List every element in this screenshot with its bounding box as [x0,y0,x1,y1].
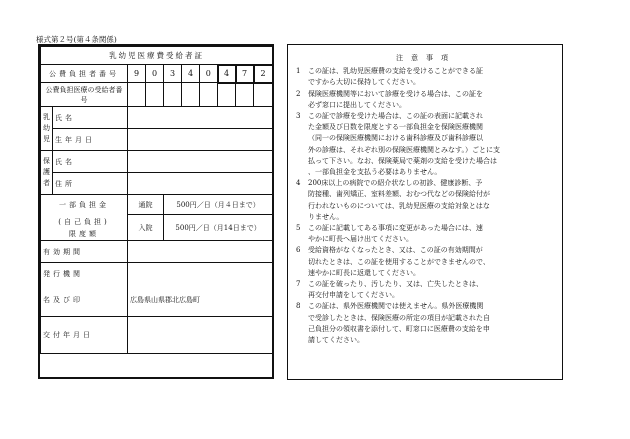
payer-digit: 0 [200,65,218,83]
note-text: この証で診療を受けた場合は、この証の表面に記載され た金額及び日数を限度とする一部負担金を保険医療機関 （同一の保険医療機関における歯科診療及び歯科診療以 外の診療は、それぞれ別の保険医療機関とみなす。）ごとに支 払って下さい。なお、保険薬局で薬剤の支給を受けた場合は 、一部負担金を支払う必要はありません。 [308,112,500,177]
payer-number-label: 公費負担者番号 [41,65,128,83]
child-dob-value [128,129,273,151]
note-item [296,111,556,178]
issuer-name-value: 広島県山県郡北広島町 [128,285,273,317]
note-text: この証は、県外医療機関では使えません。県外医療機関 で受診したときは、保険医療の所定の項目が記載された自 己負担分の領収書を添付して、町窓口に医療費の支給を申 請してください。 [308,302,490,345]
notes-panel [287,44,563,380]
note-text: この証に記載してある事項に変更があった場合には、速 やかに町長へ届け出てください。 [308,224,483,244]
child-name-value [128,107,273,129]
recipient-digit-cell [236,83,254,107]
note-item [296,279,556,301]
note-text: この証を破ったり、汚したり、又は、亡失したときは、 再交付申請をしてください。 [308,280,483,300]
guardian-address-value [128,173,273,195]
note-number: 1 [296,67,301,76]
payer-digit: 0 [146,65,164,83]
recipient-digit-cell [218,83,236,107]
note-number: 5 [296,224,301,233]
validity-label: 有効期間 [41,241,128,263]
issuer-value [128,263,273,285]
child-section-label: 乳幼児 [41,107,53,151]
note-text: 受給資格がなくなったとき、又は、この証の有効期間が 切れたときは、この証を使用することができませんので、 速やかに町長に返還してください。 [308,246,490,277]
recipient-digit-cell [128,83,146,107]
note-number: 3 [296,112,301,121]
inpatient-label: 入院 [128,215,164,241]
note-item [296,223,556,245]
issue-date-label: 交付年月日 [41,317,128,354]
child-dob-label: 生年月日 [53,129,128,151]
recipient-digit-cell [164,83,182,107]
child-name-label: 氏名 [53,107,128,129]
validity-value [128,241,273,263]
note-number: 7 [296,280,301,289]
self-pay-label: (自己負担) [41,215,128,229]
payer-digit: 4 [218,65,236,83]
note-text: 200床以上の病院での紹介状なしの初診、健康診断、予 防接種、歯列矯正、室料差額、おむつ代などの保険給付が 行われないものについては、乳幼児医療の支給対象とはな りません。 [308,179,490,221]
issue-date-value [128,317,273,354]
guardian-address-label: 住所 [53,173,128,195]
notes-title: 注意事項 [396,54,456,62]
recipient-digit-cell [200,83,218,107]
copay-label: 一部負担金 [41,195,128,215]
issuer-label: 発行機関 [41,263,128,285]
payer-digit: 3 [164,65,182,83]
guardian-name-label: 氏名 [53,151,128,173]
payer-digit: 7 [236,65,254,83]
outpatient-value: 500円／日（月４日まで） [164,195,273,215]
limit-label: 限度額 [41,229,128,241]
certificate-table [40,46,274,354]
recipient-digit-cell [146,83,164,107]
issuer-name-label: 名及び印 [41,285,128,317]
note-item [296,178,556,223]
guardian-section-label: 保護者 [41,151,53,195]
payer-digit: 4 [182,65,200,83]
note-number: 6 [296,246,301,255]
outpatient-label: 通院 [128,195,164,215]
certificate-title: 乳幼児医療費受給者証 [41,47,273,65]
note-text: この証は、乳幼児医療費の支給を受けることができる証 ですから大切に保持してください。 [308,67,483,87]
payer-digit: 2 [254,65,273,83]
note-item [296,301,556,346]
note-item [296,245,556,279]
inpatient-value: 500円／日（月14日まで） [164,215,273,241]
recipient-number-label: 公費負担医療の受給者番号 [41,83,128,107]
form-number: 様式第２号(第４条関係) [36,35,117,44]
note-text: 保険医療機関等において診療を受ける場合は、この証を 必ず窓口に提出してください。 [308,89,483,109]
note-item [296,89,556,111]
note-number: 4 [296,179,301,188]
note-number: 2 [296,89,301,98]
note-number: 8 [296,302,301,311]
recipient-digit-cell [254,83,273,107]
recipient-digit-cell [182,83,200,107]
certificate-card [38,44,274,379]
payer-digit: 9 [128,65,146,83]
guardian-name-value [128,151,273,173]
note-item [296,66,556,88]
